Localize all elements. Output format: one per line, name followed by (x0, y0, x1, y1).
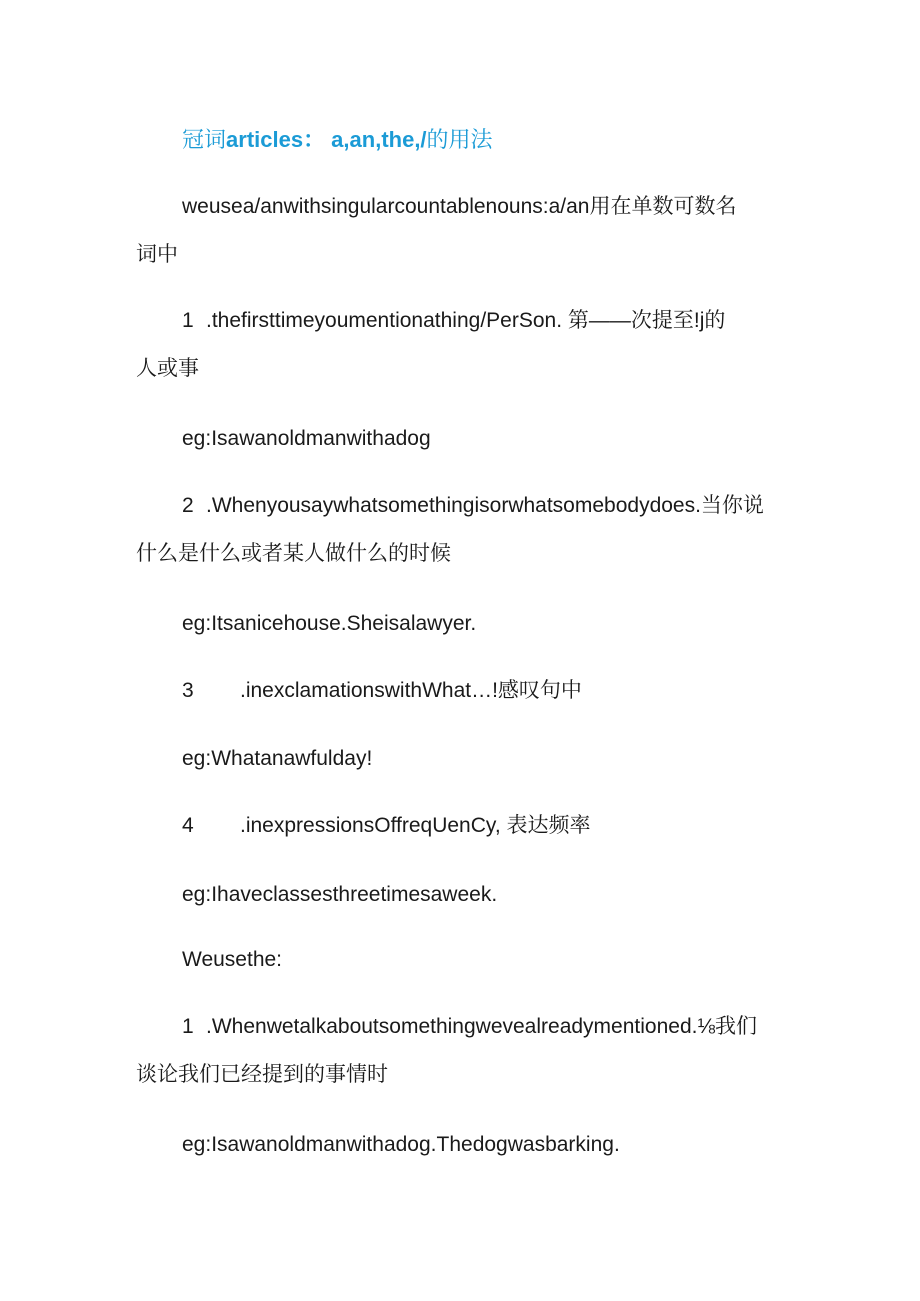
item-a4-example: eg:Ihaveclassesthreetimesaweek. (182, 883, 498, 906)
item-a1-example: eg:Isawanoldmanwithadog (182, 427, 431, 450)
item-text: .Whenwetalkaboutsomethingwevealreadymentioned.⅛我们 (206, 1015, 757, 1038)
item-a3-line-1 (182, 668, 582, 714)
intro-line-1: weusea/anwithsingularcountablenouns:a/an用在单数可数名 (182, 195, 737, 218)
title-suffix: 的用法 (426, 127, 493, 152)
item-number: 2 (182, 494, 194, 517)
item-the1-line-2: 谈论我们已经提到的事情时 (136, 1063, 388, 1086)
item-text: .Whenyousaywhatsomethingisorwhatsomebodydoes.当你说 (206, 494, 764, 517)
item-a1-line-2: 人或事 (136, 357, 199, 380)
item-the1-line-1 (182, 1004, 757, 1050)
item-number: 4 (182, 814, 194, 837)
item-number: 1 (182, 1015, 194, 1038)
item-a1-line-1 (182, 298, 725, 344)
item-a3-example: eg:Whatanawfulday! (182, 747, 373, 770)
item-the1-example: eg:Isawanoldmanwithadog.Thedogwasbarking. (182, 1133, 620, 1156)
item-text: .inexpressionsOffreqUenCy, 表达频率 (240, 814, 591, 837)
intro-line-2: 词中 (136, 243, 178, 266)
item-text: .inexclamationswithWhat…!感叹句中 (240, 679, 582, 702)
page-title (182, 117, 493, 163)
title-bold: articles： a,an,the,/ (226, 127, 427, 152)
item-a2-example: eg:Itsanicehouse.Sheisalawyer. (182, 612, 477, 635)
item-number: 1 (182, 309, 194, 332)
title-prefix: 冠词 (182, 127, 227, 152)
item-a2-line-2: 什么是什么或者某人做什么的时候 (136, 542, 451, 565)
item-number: 3 (182, 679, 194, 702)
item-text: .thefirsttimeyoumentionathing/PerSon. 第——次提至!j的 (206, 309, 726, 332)
the-heading: Weusethe: (182, 948, 283, 971)
item-a4-line-1 (182, 803, 591, 849)
item-a2-line-1 (182, 483, 764, 529)
